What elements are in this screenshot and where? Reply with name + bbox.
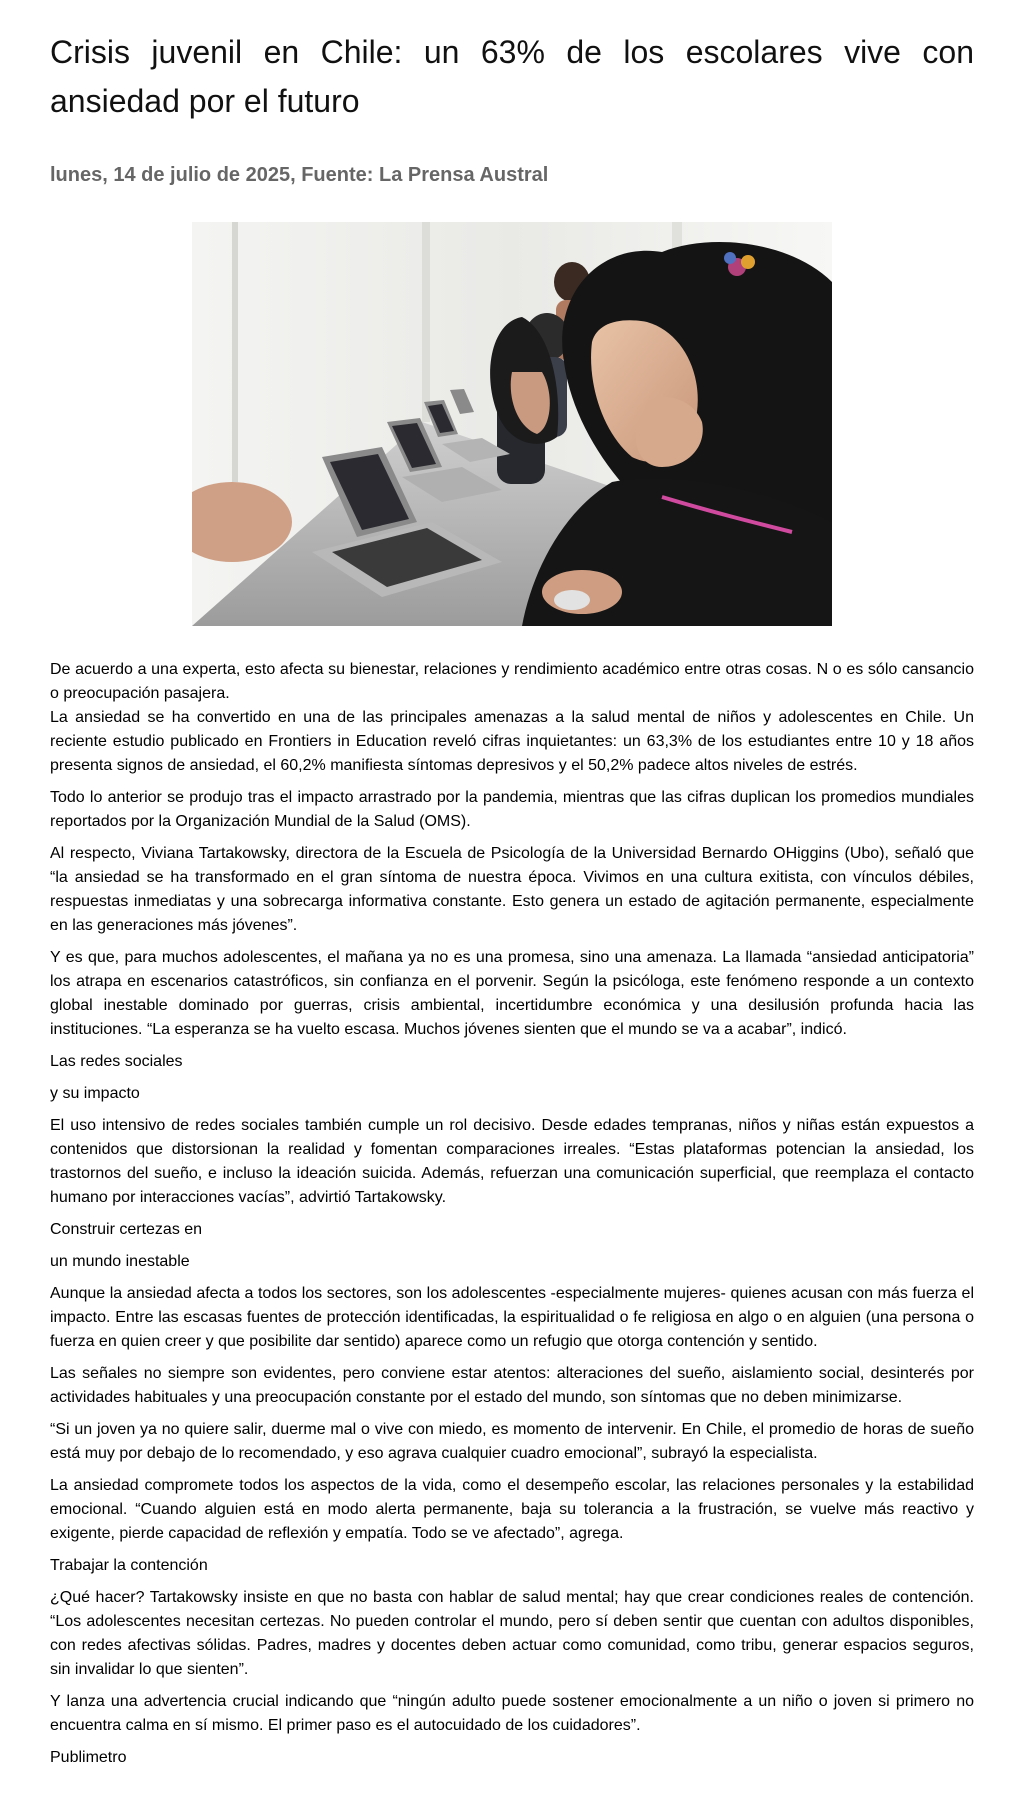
paragraph-9: “Si un joven ya no quiere salir, duerme mal o vive con miedo, es momento de intervenir. En Chile, el promedio de horas de sueño está muy por debajo de lo recomendado, y eso agrava cualquier cuadro emocional”, subrayó la especialista. [50, 1421, 974, 1462]
paragraph-12: Y lanza una advertencia crucial indicando que “ningún adulto puede sostener emocionalmente a un niño o joven si primero no encuentra calma en sí mismo. El primer paso es el autocuidado de los cuidadores”. [50, 1693, 974, 1734]
article-date-source: lunes, 14 de julio de 2025, Fuente: La Prensa Austral [50, 164, 549, 186]
paragraph-11: ¿Qué hacer? Tartakowsky insiste en que no basta con hablar de salud mental; hay que crear condiciones reales de contención. “Los adolescentes necesitan certezas. No pueden controlar el mundo, pero sí deben sentir que cuentan con adultos disponibles, con redes afectivas sólidas. Padres, madres y docentes deben actuar como comunidad, como tribu, generar espacios seguros, sin invalidar lo que sienten”. [50, 1589, 974, 1678]
subheading-impacto: y su impacto [50, 1085, 140, 1102]
article-source: Publimetro [50, 1749, 127, 1766]
paragraph-7: Aunque la ansiedad afecta a todos los sectores, son los adolescentes -especialmente mujeres- quienes acusan con más fuerza el impacto. Entre las escasas fuentes de protección identificadas, la espiritualidad o fe religiosa en algo o en alguien (una persona o fuerza en quien creer y que posibilite dar sentido) aparece como un refugio que otorga contención y sentido. [50, 1285, 974, 1350]
paragraph-10: La ansiedad compromete todos los aspectos de la vida, como el desempeño escolar, las relaciones personales y la estabilidad emocional. “Cuando alguien está en modo alerta permanente, baja su tolerancia a la frustración, se vuelve más reactivo y exigente, pierde capacidad de reflexión y empatía. Todo se ve afectado”, agrega. [50, 1477, 974, 1542]
subheading-contencion: Trabajar la contención [50, 1557, 208, 1574]
paragraph-6: El uso intensivo de redes sociales también cumple un rol decisivo. Desde edades tempranas, niños y niñas están expuestos a contenidos que distorsionan la realidad y fomentan comparaciones irreales. “Estas plataformas potencian la ansiedad, los trastornos del sueño, e incluso la ideación suicida. Además, refuerzan una comunicación superficial, que reemplaza el contacto humano por interacciones vacías”, advirtió Tartakowsky. [50, 1117, 974, 1206]
paragraph-3: Todo lo anterior se produjo tras el impacto arrastrado por la pandemia, mientras que las cifras duplican los promedios mundiales reportados por la Organización Mundial de la Salud (OMS). [50, 789, 974, 830]
subheading-mundo: un mundo inestable [50, 1253, 190, 1270]
paragraph-4: Al respecto, Viviana Tartakowsky, directora de la Escuela de Psicología de la Universidad Bernardo OHiggins (Ubo), señaló que “la ansiedad se ha transformado en el gran síntoma de nuestra época. Vivimos en una cultura exitista, con vínculos débiles, respuestas inmediatas y una sobrecarga informativa constante. Esto genera un estado de agitación permanente, especialmente en las generaciones más jóvenes”. [50, 845, 974, 934]
article-title: Crisis juvenil en Chile: un 63% de los escolares vive con ansiedad por el futuro [50, 34, 974, 119]
article-body [50, 658, 974, 1770]
article-photo [192, 222, 832, 626]
subheading-redes: Las redes sociales [50, 1053, 183, 1070]
paragraph-5: Y es que, para muchos adolescentes, el mañana ya no es una promesa, sino una amenaza. La llamada “ansiedad anticipatoria” los atrapa en escenarios catastróficos, sin confianza en el porvenir. Según la psicóloga, este fenómeno responde a un contexto global inestable dominado por guerras, crisis ambiental, incertidumbre económica y una desilusión profunda hacia las instituciones. “La esperanza se ha vuelto escasa. Muchos jóvenes sienten que el mundo se va a acabar”, indicó. [50, 949, 974, 1038]
paragraph-2: La ansiedad se ha convertido en una de las principales amenazas a la salud mental de niños y adolescentes en Chile. Un reciente estudio publicado en Frontiers in Education reveló cifras inquietantes: un 63,3% de los estudiantes entre 10 y 18 años presenta signos de ansiedad, el 60,2% manifiesta síntomas depresivos y el 50,2% padece altos niveles de estrés. [50, 709, 974, 774]
paragraph-8: Las señales no siempre son evidentes, pero conviene estar atentos: alteraciones del sueño, aislamiento social, desinterés por actividades habituales y una preocupación constante por el estado del mundo, son síntomas que no deben minimizarse. [50, 1365, 974, 1406]
paragraph-1: De acuerdo a una experta, esto afecta su bienestar, relaciones y rendimiento académico entre otras cosas. N o es sólo cansancio o preocupación pasajera. [50, 661, 974, 702]
subheading-certezas: Construir certezas en [50, 1221, 203, 1238]
